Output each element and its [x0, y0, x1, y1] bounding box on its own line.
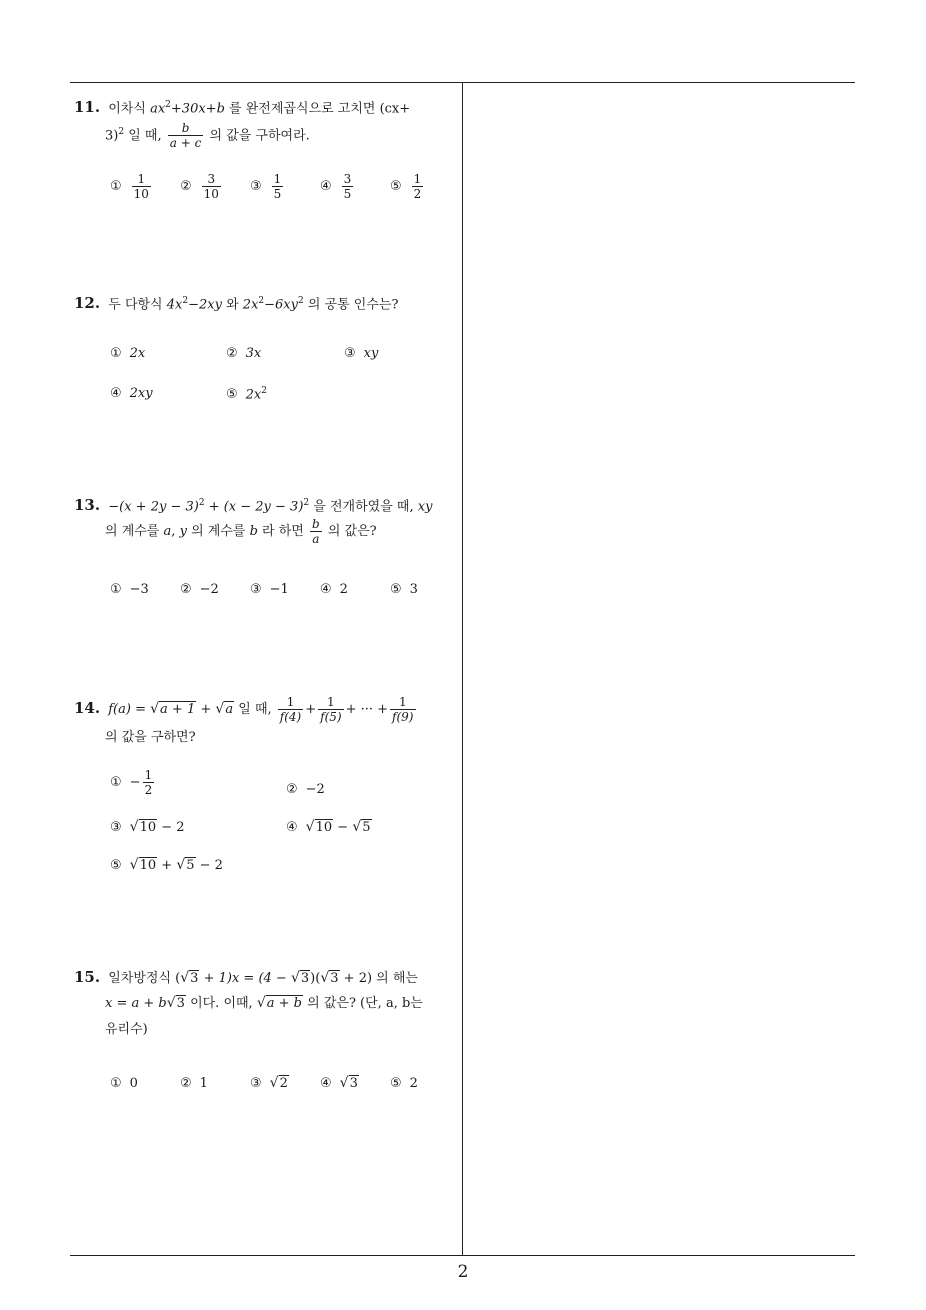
question-15-line-2: x = a + b√3 이다. 이때, √a + b 의 값은? (단, a, b는 [105, 995, 423, 1011]
fraction: $\frac{1}{f(9)}$ [392, 695, 414, 724]
choice-1[interactable]: ① − $\frac{1}{2}$ [110, 768, 153, 797]
fraction: $\frac{b}{a + c}$ [169, 121, 202, 151]
question-11-line-1: 11. 이차식 $ax^2+30x+b$ 를 완전제곱식으로 고치면 (cx+ [74, 98, 411, 117]
choice-3[interactable]: ③ √2 [250, 1075, 288, 1091]
choice-5[interactable]: ⑤ √10 + √5 − 2 [110, 857, 223, 873]
choice-1[interactable]: ① 2x [110, 346, 146, 361]
question-15 [74, 964, 458, 1094]
choice-4[interactable]: ④ 2xy [110, 386, 153, 401]
choice-3[interactable]: ③ √10 − 2 [110, 819, 185, 835]
question-15-line-3: 유리수) [105, 1022, 148, 1037]
choice-4[interactable]: ④ $\frac{3}{5}$ [320, 172, 352, 201]
choice-2[interactable]: ② −2 [180, 582, 219, 597]
question-number: 15. [74, 968, 101, 986]
question-13 [74, 490, 458, 610]
question-number: 13. [74, 496, 101, 515]
choice-5[interactable]: ⑤ 3 [390, 582, 418, 597]
page-number: 2 [457, 1262, 469, 1282]
fraction: $\frac{1}{f(4)}$ [279, 695, 302, 724]
question-number: 12. [74, 294, 101, 313]
question-14-line-1: 14. f(a) = √a + 1 + √a 일 때, $\frac{1}{f(4)}$ + $\frac{1}{f(5)}$ + ··· + $\frac{1}{f(9)}$ [74, 695, 414, 724]
question-12-line-1: 12. 두 다항식 $4x^2-2xy$ 와 $2x^2-6xy^2$ 의 공통 인수는? [74, 294, 399, 313]
choice-5[interactable]: ⑤ 2 [390, 1076, 418, 1091]
choice-4[interactable]: ④ √10 − √5 [286, 819, 371, 835]
choice-1[interactable]: ① $\frac{1}{10}$ [110, 172, 149, 201]
choice-5[interactable]: ⑤ $\frac{1}{2}$ [390, 172, 422, 201]
question-number: 11. [74, 98, 101, 117]
choice-3[interactable]: ③ $\frac{1}{5}$ [250, 172, 282, 201]
question-14 [74, 692, 458, 882]
question-12 [74, 288, 458, 408]
fraction: $\frac{b}{a}$ [312, 517, 320, 546]
question-15-line-1: 15. 일차방정식 (√3 + 1)x = (4 − √3)(√3 + 2) 의 해는 [74, 968, 418, 986]
choice-4[interactable]: ④ 2 [320, 582, 348, 597]
choice-1[interactable]: ① −3 [110, 582, 149, 597]
choice-2[interactable]: ② $\frac{3}{10}$ [180, 172, 219, 201]
choice-3[interactable]: ③ xy [344, 346, 379, 361]
choice-4[interactable]: ④ √3 [320, 1075, 358, 1091]
question-13-line-1: 13. $-(x + 2y - 3)^2 + (x - 2y - 3)^2$ 을 전개하였을 때, xy [74, 496, 433, 515]
question-11-line-2: 3)$^2$ 일 때, $\frac{b}{a + c}$ 의 값을 구하여라. [105, 121, 310, 151]
choice-5[interactable]: ⑤ $2x^2$ [226, 386, 267, 403]
question-13-line-2: 의 계수를 a, y 의 계수를 b 라 하면 $\frac{b}{a}$ 의 값은? [105, 517, 377, 546]
question-14-line-2: 의 값을 구하면? [105, 730, 196, 745]
choice-2[interactable]: ② −2 [286, 782, 325, 797]
choice-2[interactable]: ② 3x [226, 346, 262, 361]
question-11 [74, 92, 458, 212]
choice-1[interactable]: ① 0 [110, 1076, 138, 1091]
column-divider [462, 82, 463, 1256]
choice-3[interactable]: ③ −1 [250, 582, 289, 597]
choice-2[interactable]: ② 1 [180, 1076, 208, 1091]
fraction: $\frac{1}{f(5)}$ [320, 695, 342, 724]
question-number: 14. [74, 699, 101, 717]
